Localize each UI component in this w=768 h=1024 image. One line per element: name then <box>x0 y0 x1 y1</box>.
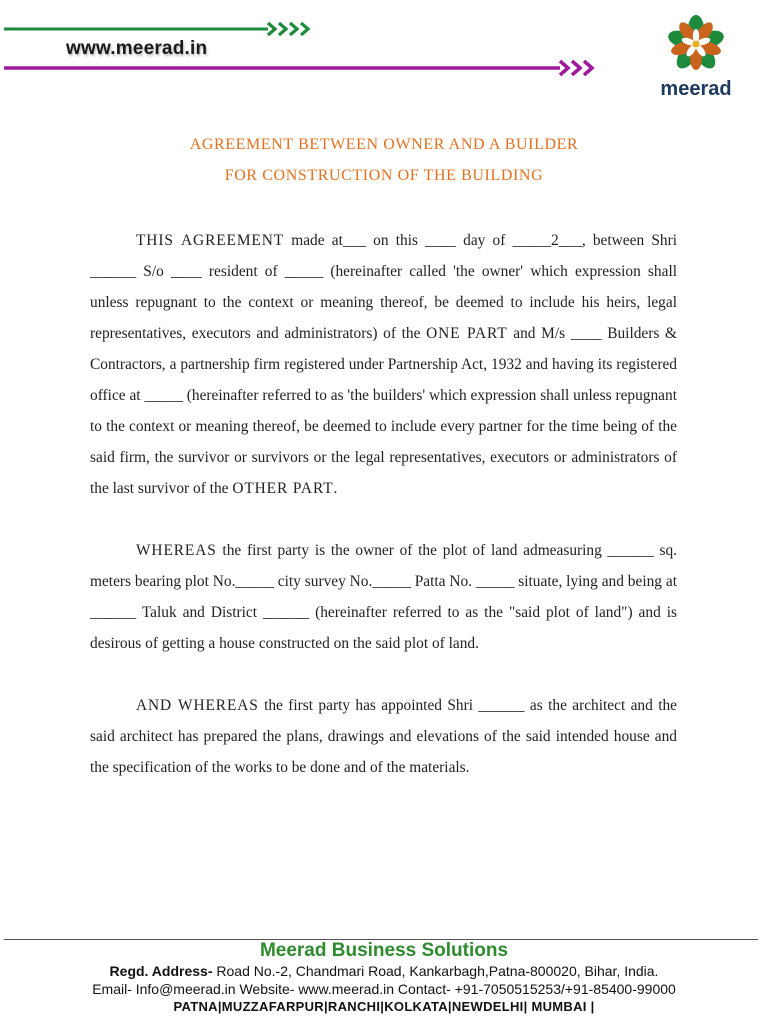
paragraph2-text: the first party is the owner of the plot of land admeasuring ______ sq. meters bearing plot No._____ city survey No._____ Patta No. _____ situate, lying and being at ______ Taluk and District ______ (hereinafter referred to as the "said plot of land") and is desirous of getting a house constructed on the said plot of land. <box>90 542 677 652</box>
purple-chevrons-icon <box>560 61 592 75</box>
page-header <box>0 0 768 120</box>
page-footer <box>0 936 768 1024</box>
paragraph-whereas <box>90 535 677 659</box>
whereas-lead: WHEREAS <box>136 542 217 559</box>
flower-logo-icon <box>648 14 744 78</box>
paragraph1-end: . <box>333 480 338 497</box>
this-agreement-lead: THIS AGREEMENT <box>136 232 285 249</box>
footer-company-name: Meerad Business Solutions <box>259 940 509 961</box>
paragraph-this-agreement <box>90 225 677 504</box>
document-title-line2: FOR CONSTRUCTION OF THE BUILDING <box>224 167 544 184</box>
paragraph1-text-a: made at___ on this ____ day of _____2___, between Shri ______ S/o ____ resident of _____ (hereinafter called 'the owner' which expression shall unless repugnant to the context or meaning thereof, be deemed to include his heirs, legal representatives, executors and administrators) of the <box>90 232 677 342</box>
paragraph-and-whereas <box>90 690 677 783</box>
footer-cities: PATNA|MUZZAFARPUR|RANCHI|KOLKATA|NEWDELHI| MUMBAI | <box>173 999 595 1014</box>
address-label: Regd. Address- <box>109 963 213 979</box>
other-part-label: OTHER PART <box>232 480 334 497</box>
paragraph1-text-b: and M/s ____ Builders & Contractors, a partnership firm registered under Partnership Act, 1932 and having its registered office at _____ (hereinafter referred to as 'the builders' which expression shall unless repugnant to the context or meaning thereof, be deemed to include every partner for the time being of the said firm, the survivor or survivors or the legal representatives, executors or administrators of the last survivor of the <box>90 325 677 497</box>
agreement-body <box>90 225 677 814</box>
footer-address <box>0 963 768 979</box>
green-chevrons-icon <box>268 23 308 35</box>
document-title-line1: AGREEMENT BETWEEN OWNER AND A BUILDER <box>189 136 579 153</box>
one-part-label: ONE PART <box>426 325 508 342</box>
paragraph3-text: the first party has appointed Shri ______ as the architect and the said architect has prepared the plans, drawings and elevations of the said intended house and the specification of the works to be done and of the materials. <box>90 697 677 776</box>
site-url[interactable]: www.meerad.in <box>66 38 208 59</box>
meerad-logo <box>648 14 744 106</box>
logo-text: meerad <box>660 78 732 100</box>
footer-contact: Email- Info@meerad.in Website- www.meerad.in Contact- +91-7050515253/+91-85400-99000 <box>92 981 676 997</box>
and-whereas-lead: AND WHEREAS <box>136 697 259 714</box>
address-text: Road No.-2, Chandmari Road, Kankarbagh,Patna-800020, Bihar, India. <box>212 963 659 979</box>
